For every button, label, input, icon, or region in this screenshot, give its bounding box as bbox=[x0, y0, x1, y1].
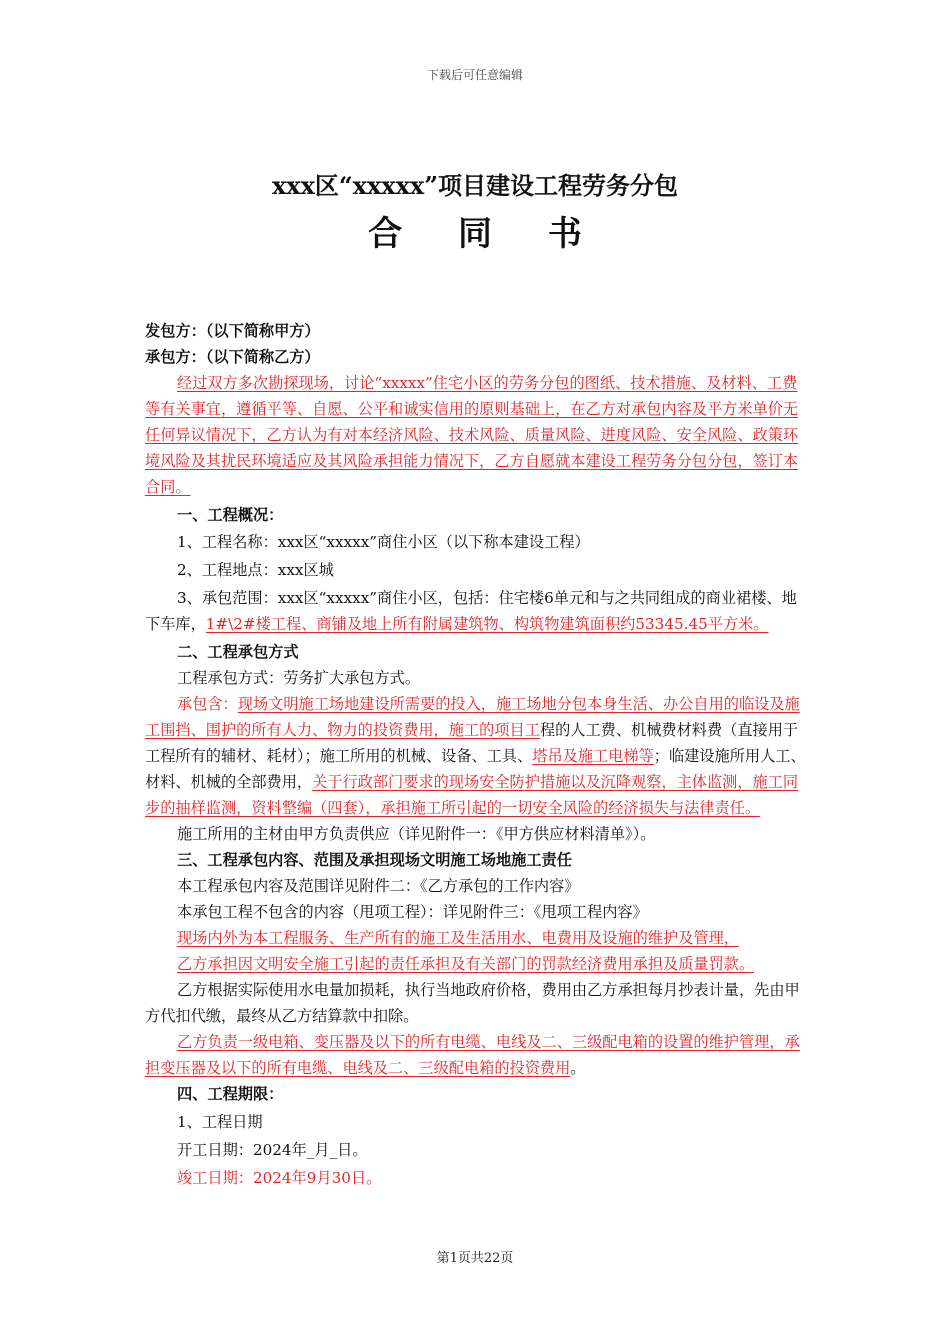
contract-inclusions bbox=[145, 691, 807, 821]
electrical-end: 。 bbox=[570, 1059, 586, 1077]
materials-supply: 施工所用的主材由甲方负责供应（详见附件一：《甲方供应材料清单》）。 bbox=[177, 825, 656, 843]
inclusions-text-1: 程的人工费、机械费材料费（直接用于工程所有的辅材、耗材）；施工所用的机械、设备、工具、 bbox=[145, 721, 799, 765]
inclusions-text-2: ；临建设施所用人工、材料、机械的全部费用， bbox=[145, 747, 806, 791]
electrical-red: 乙方负责一级电箱、变压器及以下的所有电缆、电线及二、三级配电箱的设置的维护管理，承担变压器及以下的所有电缆、电线及二、三级配电箱的投资费用 bbox=[145, 1033, 800, 1077]
water-electricity-clause: 乙方根据实际使用水电量加损耗，执行当地政府价格，费用由乙方承担每月抄表计量，先由甲方代扣代缴，最终从乙方结算款中扣除。 bbox=[145, 981, 800, 1025]
project-name: 1、工程名称：xxx区“xxxxx”商住小区（以下称本建设工程） bbox=[177, 533, 590, 551]
scope-text: 3、承包范围：xxx区“xxxxx”商住小区，包括：住宅楼6单元和与之共同组成的商业裙楼、地下车库， bbox=[145, 589, 797, 633]
party-a: 发包方：（以下简称甲方） bbox=[145, 322, 320, 340]
contract-scope bbox=[145, 585, 807, 637]
section-3-heading: 三、工程承包内容、范围及承担现场文明施工场地施工责任 bbox=[177, 851, 572, 869]
inclusions-red-3: 关于行政部门要求的现场安全防护措施以及沉降观察，主体监测，施工同步的抽样监测，资料整编（四套），承担施工所引起的一切安全风险的经济损失与法律责任。 bbox=[145, 773, 799, 817]
contract-title: xxx区“xxxxx”项目建设工程劳务分包 bbox=[271, 171, 679, 200]
start-date: 开工日期：2024年_月_日。 bbox=[177, 1141, 368, 1159]
inclusions-red-2: 塔吊及施工电梯等 bbox=[532, 747, 654, 765]
end-date: 竣工日期：2024年9月30日。 bbox=[177, 1169, 382, 1187]
party-b: 承包方：（以下简称乙方） bbox=[145, 348, 320, 366]
project-location: 2、工程地点：xxx区城 bbox=[177, 561, 334, 579]
scope-details: 本工程承包内容及范围详见附件二：《乙方承包的工作内容》 bbox=[177, 877, 580, 895]
contract-subtitle: 合 同 书 bbox=[368, 214, 604, 254]
page-footer: 第1页共22页 bbox=[436, 1251, 514, 1266]
electrical-clause bbox=[145, 1029, 807, 1081]
inclusions-red-1: 现场文明施工场地建设所需要的投入，施工场地分包本身生活、办公自用的临设及施工围挡、围护的所有人力、物力的投资费用，施工的项目工 bbox=[145, 695, 800, 739]
section-1-heading: 一、工程概况： bbox=[177, 506, 284, 524]
contract-mode: 工程承包方式：劳务扩大承包方式。 bbox=[177, 669, 420, 687]
excluded-items: 本承包工程不包含的内容（甩项工程）：详见附件三：《甩项工程内容》 bbox=[177, 903, 648, 921]
utilities-clause: 现场内外为本工程服务、生产所有的施工及生活用水、电费用及设施的维护及管理， bbox=[177, 929, 739, 947]
scope-area: 1#\2#楼工程、商铺及地上所有附属建筑物、构筑物建筑面积约53345.45平方米。 bbox=[205, 615, 769, 633]
inclusions-label: 承包含： bbox=[177, 695, 238, 713]
section-4-heading: 四、工程期限： bbox=[177, 1085, 284, 1103]
contract-body bbox=[145, 318, 807, 1191]
fines-clause: 乙方承担因文明安全施工引起的责任承担及有关部门的罚款经济费用承担及质量罚款。 bbox=[177, 955, 755, 973]
section-2-heading: 二、工程承包方式 bbox=[177, 643, 299, 661]
header-note: 下载后可任意编辑 bbox=[426, 68, 523, 82]
schedule-heading: 1、工程日期 bbox=[177, 1113, 263, 1131]
intro-paragraph: 经过双方多次勘探现场，讨论“xxxxx”住宅小区的劳务分包的图纸、技术措施、及材料、工费等有关事宜，遵循平等、自愿、公平和诚实信用的原则基础上，在乙方对承包内容及平方米单价无任何异议情况下，乙方认为有对本经济风险、技术风险、质量风险、进度风险、安全风险、政策环境风险及其扰民环境适应及其风险承担能力情况下，乙方自愿就本建设工程劳务分包分包，签订本合同。 bbox=[145, 374, 799, 496]
